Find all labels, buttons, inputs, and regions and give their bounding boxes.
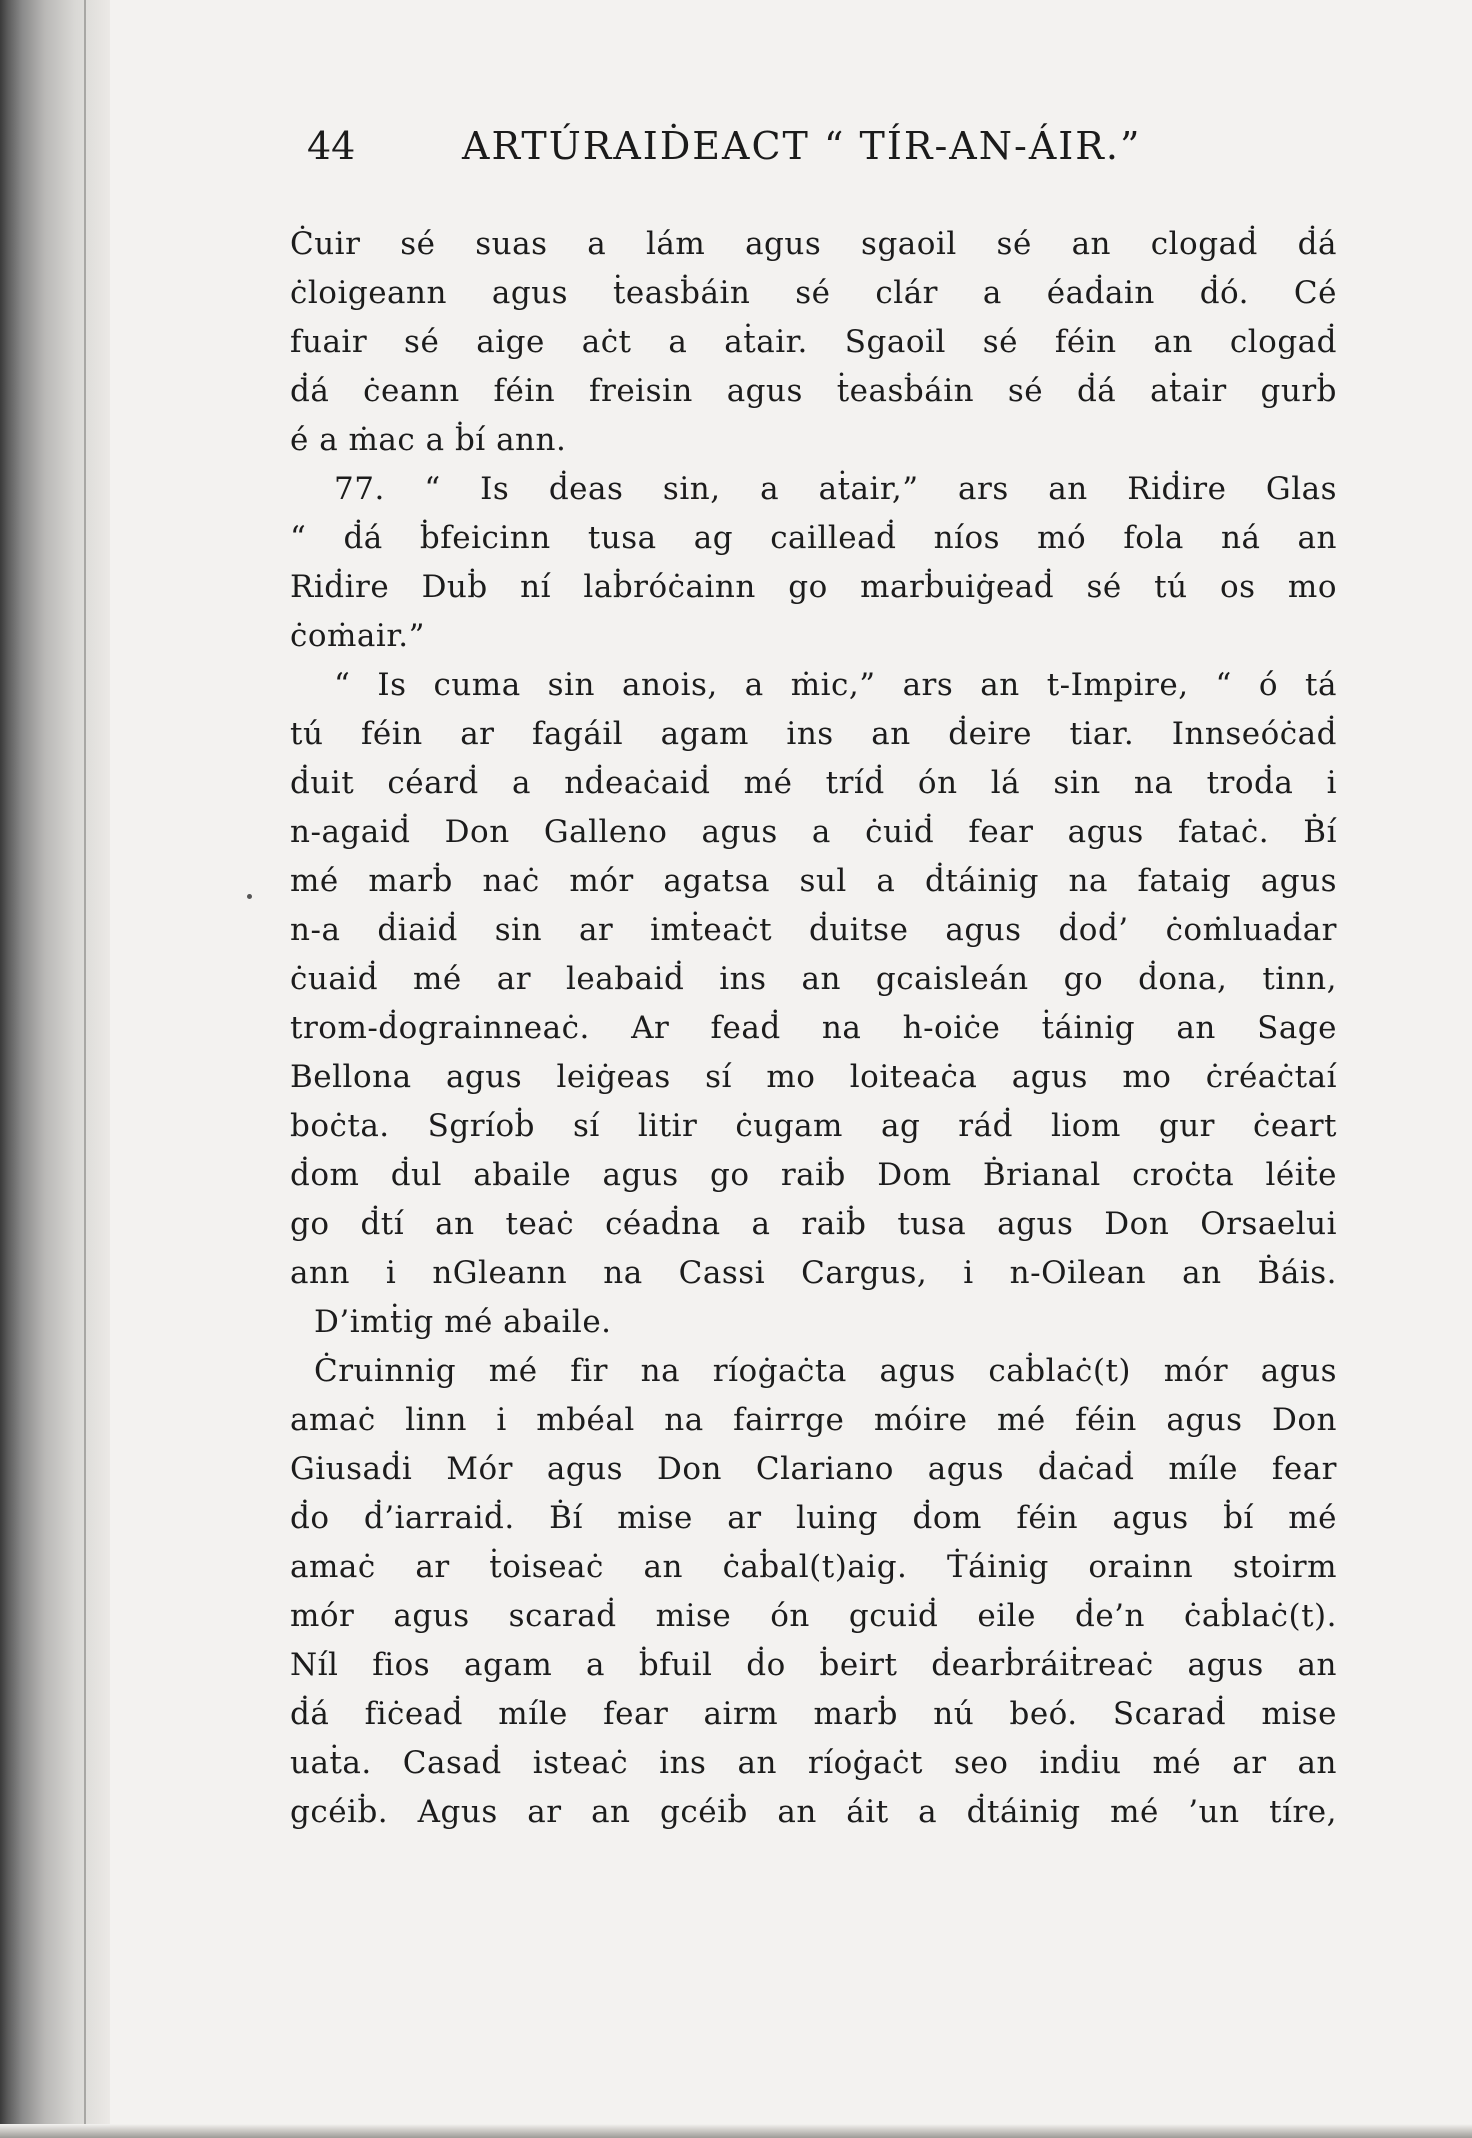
text-line: ċuaiḋ mé ar leabaiḋ ins an gcaisleán go ḋona, tinn, [290, 961, 1337, 997]
text-line: trom-ḋograinneaċ. Ar feaḋ na h-oiċe ṫáinig an Sage [290, 1010, 1337, 1046]
text-line: tú féin ar fagáil agam ins an ḋeire tiar. Innseóċaḋ [290, 716, 1337, 752]
page-header [307, 124, 1337, 174]
text-line: Ċuir sé suas a lám agus sgaoil sé an clogaḋ ḋá [290, 226, 1337, 262]
text-line: amaċ ar ṫoiseaċ an ċaḃal(t)aig. Ṫáinig orainn stoirm [290, 1549, 1337, 1585]
book-spine-shadow [0, 0, 110, 2138]
text-line: Riḋire Duḃ ní laḃróċainn go marḃuiġeaḋ sé tú os mo [290, 569, 1337, 605]
page-number: 44 [307, 124, 356, 168]
text-line: ḋuit céarḋ a nḋeaċaiḋ mé tríḋ ón lá sin na troḋa i [290, 765, 1337, 801]
text-line: é a ṁac a ḃí ann. [290, 422, 567, 458]
running-head: ARTÚRAIḊEACT “ TÍR-AN-ÁIR.” [462, 124, 1142, 168]
text-line: ḋá fiċeaḋ míle fear airm marḃ nú beó. Scaraḋ mise [290, 1696, 1337, 1732]
text-line: ḋá ċeann féin freisin agus ṫeasḃáin sé ḋá aṫair gurḃ [290, 373, 1337, 409]
text-line: gcéiḃ. Agus ar an gcéiḃ an áit a ḋtáinig mé ’un tíre, [290, 1794, 1337, 1830]
spine-fold-line [84, 0, 86, 2138]
text-line: mé marḃ naċ mór agatsa sul a ḋtáinig na fataig agus [290, 863, 1337, 899]
page-bottom-edge [0, 2124, 1472, 2138]
text-line: 77. “ Is ḋeas sin, a aṫair,” ars an Riḋire Glas [334, 471, 1337, 507]
text-line: n-agaiḋ Don Galleno agus a ċuiḋ fear agus fataċ. Ḃí [290, 814, 1337, 850]
text-line: fuair sé aige aċt a aṫair. Sgaoil sé féin an clogaḋ [290, 324, 1337, 360]
text-line: “ ḋá ḃfeicinn tusa ag cailleaḋ níos mó fola ná an [290, 520, 1337, 556]
text-line: Bellona agus leiġeas sí mo loiteaċa agus mo ċréaċtaí [290, 1059, 1337, 1095]
text-line: ḋo ḋ’iarraiḋ. Ḃí mise ar luing ḋom féin agus ḃí mé [290, 1500, 1337, 1536]
text-line: boċta. Sgríoḃ sí litir ċugam ag ráḋ liom gur ċeart [290, 1108, 1337, 1144]
text-line: D’imṫig mé abaile. [314, 1304, 612, 1340]
text-line: uaṫa. Casaḋ isteaċ ins an ríoġaċt seo inḋiu mé ar an [290, 1745, 1337, 1781]
text-line: Giusaḋi Mór agus Don Clariano agus ḋaċaḋ míle fear [290, 1451, 1337, 1487]
text-line: ċloigeann agus ṫeasḃáin sé clár a éaḋain ḋó. Cé [290, 275, 1337, 311]
body-text [290, 220, 1337, 1837]
text-line: Níl fios agam a ḃfuil ḋo ḃeirt ḋearḃráiṫreaċ agus an [290, 1647, 1337, 1683]
text-line: amaċ linn i mbéal na fairrge móire mé féin agus Don [290, 1402, 1337, 1438]
text-line: ċoṁair.” [290, 618, 425, 654]
text-line: “ Is cuma sin anois, a ṁic,” ars an t-Impire, “ ó tá [334, 667, 1337, 703]
text-line: mór agus scaraḋ mise ón gcuiḋ eile ḋe’n ċaḃlaċ(t). [290, 1598, 1337, 1634]
text-line: go ḋtí an teaċ céaḋna a raiḃ tusa agus Don Orsaelui [290, 1206, 1337, 1242]
text-line: ann i nGleann na Cassi Cargus, i n-Oilean an Ḃáis. [290, 1255, 1337, 1291]
text-line: n-a ḋiaiḋ sin ar imṫeaċt ḋuitse agus ḋoḋ’ ċoṁluaḋar [290, 912, 1337, 948]
margin-dot [247, 894, 252, 899]
text-line: ḋom ḋul abaile agus go raiḃ Dom Ḃrianal croċta léiṫe [290, 1157, 1337, 1193]
text-line: Ċruinnig mé fir na ríoġaċta agus caḃlaċ(t) mór agus [314, 1353, 1337, 1389]
